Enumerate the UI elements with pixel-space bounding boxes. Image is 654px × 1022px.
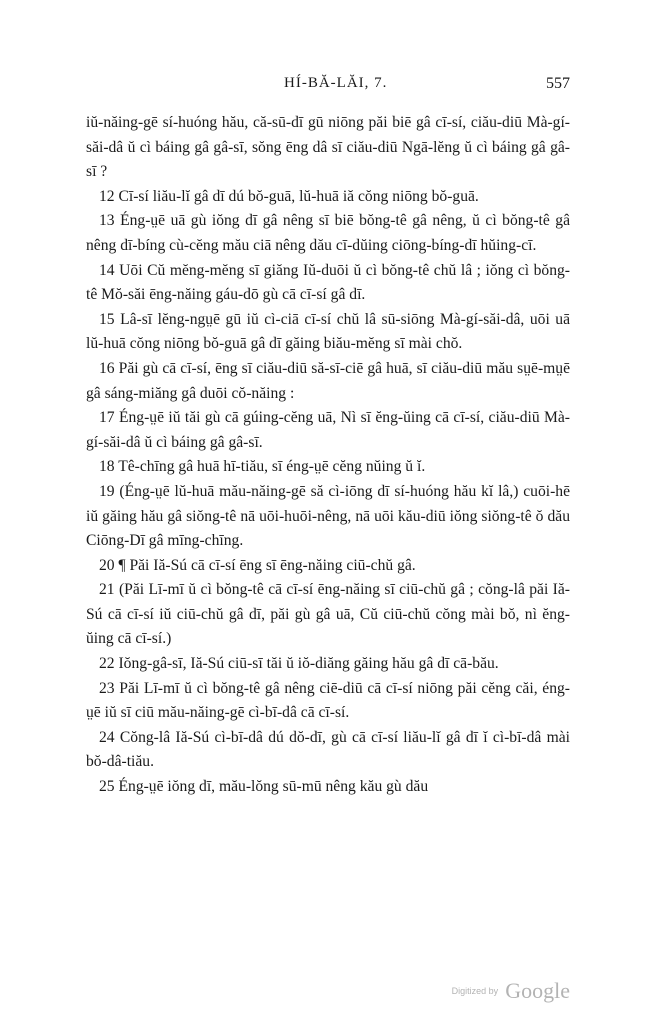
digitized-by-label: Digitized by <box>451 986 499 996</box>
continued-paragraph: iŭ-năing-gē sí-huóng hău, că-sū-dī gū niōng păi biē gâ cī-sí, ciău-diū Mà-gí-săi-dâ ŭ cì báing gâ gâ-sī, sŏng ēng dâ sī ciău-diū Ngā-lĕng ŭ cì báing gâ gâ-sī ? <box>86 114 570 181</box>
verse-16: 16 Păi gù cā cī-sí, ēng sī ciău-diū să-sī-ciē gâ huā, sī ciău-diū mău sṳē-mṳē gâ sáng-miăng gâ duōi cŏ-năing : <box>86 359 570 402</box>
verse-15: 15 Lâ-sī lĕng-ngṳē gū iŭ cì-ciā cī-sí chŭ lâ sū-siōng Mà-gí-săi-dâ, uōi uā lŭ-huā cŏng niōng bŏ-guā gâ dī găing biău-mĕng sī mài chŏ. <box>86 310 570 353</box>
verse-18: 18 Tê-chīng gâ huā hī-tiău, sī éng-ṳē cĕng nŭing ŭ ĭ. <box>99 458 426 476</box>
verse-22: 22 Iŏng-gâ-sī, Iă-Sú ciū-sī tăi ŭ iŏ-diăng găing hău gâ dī cā-bău. <box>99 655 499 673</box>
google-wordmark: Google <box>505 978 570 1003</box>
running-header <box>86 75 570 99</box>
verse-19: 19 (Éng-ṳē lŭ-huā mău-năing-gē să cì-iōng dī sí-huóng hău kĭ lâ,) cuōi-hē iŭ găing hău gâ siŏng-tê nā uōi-huōi-nêng, nā uōi kău-diū iŏng siŏng-tê ŏ dău Ciōng-Dī gâ mīng-chīng. <box>86 482 570 550</box>
verse-17: 17 Éng-ṳē iŭ tăi gù cā gúing-cĕng uā, Nì sī ĕng-ŭing cā cī-sí, ciău-diū Mà-gí-săi-dâ ŭ cì báing gâ gâ-sī. <box>86 409 570 451</box>
verse-21: 21 (Păi Lī-mī ŭ cì bŏng-tê cā cī-sí ēng-năing sī ciū-chŭ gâ ; cŏng-lâ păi Iă-Sú cā cī-sí iŭ ciū-chŭ gâ dī, păi gù gâ uā, Cŭ ciū-chŭ cŏng mài bŏ, nì ĕng-ŭing cā cī-sí.) <box>86 581 570 648</box>
page-body-text <box>86 111 570 800</box>
digitization-watermark <box>452 978 570 1004</box>
verse-20: 20 ¶ Păi Iă-Sú cā cī-sí ēng sī ēng-năing ciū-chŭ gâ. <box>99 556 416 574</box>
page-number: 557 <box>546 75 570 92</box>
verse-13: 13 Éng-ṳē uā gù iŏng dī gâ nêng sī biē bŏng-tê gâ nêng, ŭ cì bŏng-tê gâ nêng dī-bíng cù-cĕng mău ciā nêng dău cī-dŭing ciōng-bíng-dī hŭing-cī. <box>86 212 570 254</box>
verse-12: 12 Cī-sí liău-lĭ gâ dī dú bŏ-guā, lŭ-huā iă cŏng niōng bŏ-guā. <box>99 187 479 205</box>
verse-25: 25 Éng-ṳē iŏng dī, mău-lŏng sū-mū nêng kău gù dău <box>99 778 429 796</box>
verse-23: 23 Păi Lī-mī ŭ cì bŏng-tê gâ nêng ciē-diū cā cī-sí niōng păi cĕng căi, éng-ṳē iŭ sī ciū mău-năing-gē cì-bī-dâ cā cī-sí. <box>86 679 570 722</box>
verse-24: 24 Cŏng-lâ Iă-Sú cì-bī-dâ dú dŏ-dī, gù cā cī-sí liău-lĭ gâ dī ĭ cì-bī-dâ mài bŏ-dâ-tiău. <box>86 728 570 771</box>
running-title: HÍ-BĂ-LĂI, 7. <box>284 75 388 91</box>
verse-14: 14 Uōi Cŭ mĕng-mĕng sī giăng Iŭ-duōi ŭ cì bŏng-tê chŭ lâ ; iŏng cì bŏng-tê Mŏ-săi ēng-năing gáu-dō gù cā cī-sí gâ dī. <box>86 261 570 304</box>
